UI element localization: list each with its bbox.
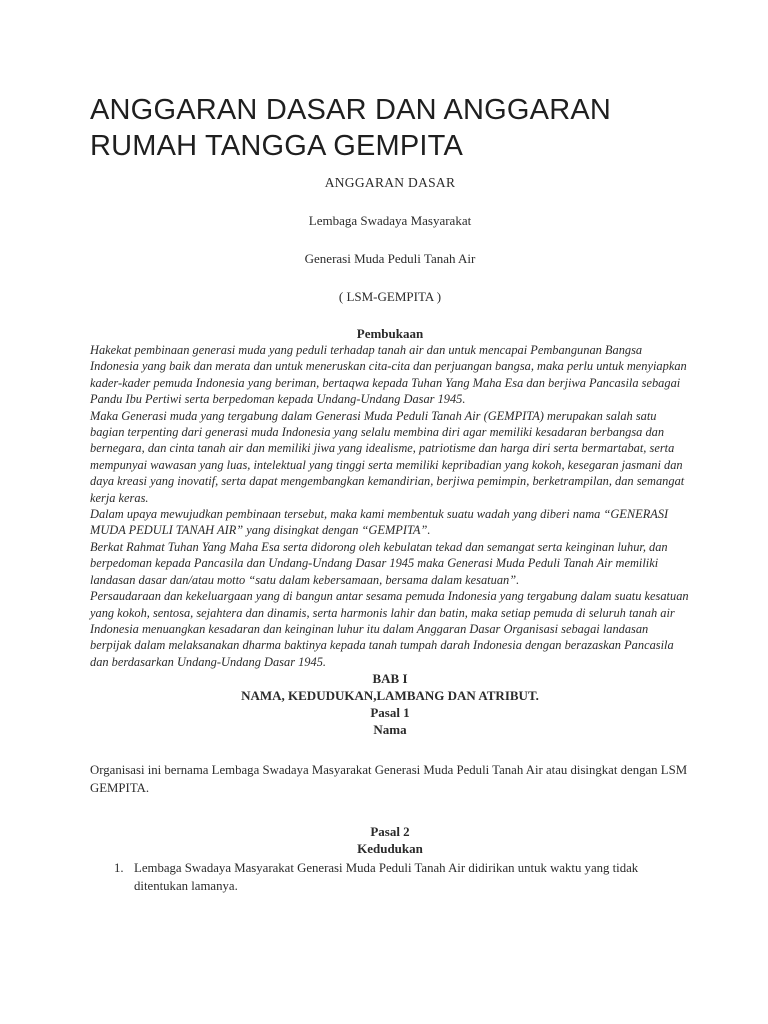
document-page [90, 92, 690, 895]
pembukaan-paragraph: Persaudaraan dan kekeluargaan yang di bangun antar sesama pemuda Indonesia yang tergabung dalam suatu kesatuan yang kokoh, sentosa, sejahtera dan dinamis, serta harmonis lahir dan batin, maka setiap pemuda di seluruh tanah air Indonesia menuangkan kesadaran dan keinginan luhur itu dalam Anggaran Dasar Organisasi sebagai landasan berpijak dalam melaksanakan dharma baktinya kepada tanah tumpah darah Indonesia dengan berazaskan Pancasila dan berdasarkan Undang-Undang Dasar 1945. [90, 589, 689, 669]
pasal-1-text: Organisasi ini bernama Lembaga Swadaya Masyarakat Generasi Muda Peduli Tanah Air atau disingkat dengan LSM GEMPITA. [90, 763, 688, 796]
pembukaan-title: Pembukaan [356, 326, 424, 341]
pembukaan-paragraph: Berkat Rahmat Tuhan Yang Maha Esa serta didorong oleh kebulatan tekad dan semangat serta keinginan luhur, dan berpedoman kepada Pancasila dan Undang-Undang Dasar 1945 maka Generasi Muda Peduli Tanah Air memiliki landasan dasar dan/atau motto “satu dalam kebersamaan, bersama dalam kesatuan”. [90, 539, 668, 587]
pembukaan-paragraph: Hakekat pembinaan generasi muda yang peduli terhadap tanah air dan untuk mencapai Pembangunan Bangsa Indonesia yang baik dan merata dan untuk meneruskan cita-cita dan perjuangan bangsa, maka perlu untuk menyiapkan kader-kader pemuda Indonesia yang beriman, bertaqwa kepada Tuhan Yang Maha Esa dan berjiwa Pancasila sebagai Pandu Ibu Pertiwi serta berpedoman kepada Undang-Undang Dasar 1945. [90, 343, 687, 407]
document-title: ANGGARAN DASAR DAN ANGGARAN RUMAH TANGGA GEMPITA [90, 94, 612, 162]
org-line-1: Lembaga Swadaya Masyarakat [308, 213, 472, 228]
list-item-number: 1. [114, 861, 124, 876]
bab-title: NAMA, KEDUDUKAN,LAMBANG DAN ATRIBUT. [241, 688, 539, 704]
list-item [90, 859, 690, 895]
pasal-2-title: Kedudukan [357, 841, 423, 857]
pasal-title: Nama [373, 722, 407, 738]
kedudukan-list [90, 859, 690, 895]
pembukaan-paragraph: Maka Generasi muda yang tergabung dalam Generasi Muda Peduli Tanah Air (GEMPITA) merupakan salah satu bagian terpenting dari generasi muda Indonesia yang selalu membina diri agar memiliki kesadaran berbangsa dan bernegara, dan cinta tanah air dan memiliki jiwa yang idealisme, patriotisme dan harga diri serta bermartabat, serta mempunyai wawasan yang luas, intelektual yang tinggi serta memiliki kepribadian yang kokoh, kesegaran jasmani dan daya kreasi yang inovatif, serta dapat mengembangkan kemandirian, berjiwa pemimpin, berketrampilan, dan semangat kerja keras. [90, 408, 685, 505]
pembukaan-body [90, 342, 690, 670]
pembukaan-paragraph: Dalam upaya mewujudkan pembinaan tersebut, maka kami membentuk suatu wadah yang diberi nama “GENERASI MUDA PEDULI TANAH AIR” yang disingkat dengan “GEMPITA”. [90, 507, 669, 538]
org-line-2: Generasi Muda Peduli Tanah Air [304, 251, 476, 266]
org-line-3: ( LSM-GEMPITA ) [338, 289, 442, 304]
list-item-text: Lembaga Swadaya Masyarakat Generasi Muda Peduli Tanah Air didirikan untuk waktu yang tidak ditentukan lamanya. [134, 861, 639, 894]
bab-number: BAB I [372, 671, 408, 687]
pasal-2-number: Pasal 2 [370, 824, 410, 840]
pasal-number: Pasal 1 [370, 705, 410, 721]
section-heading-anggaran-dasar: ANGGARAN DASAR [324, 175, 456, 190]
